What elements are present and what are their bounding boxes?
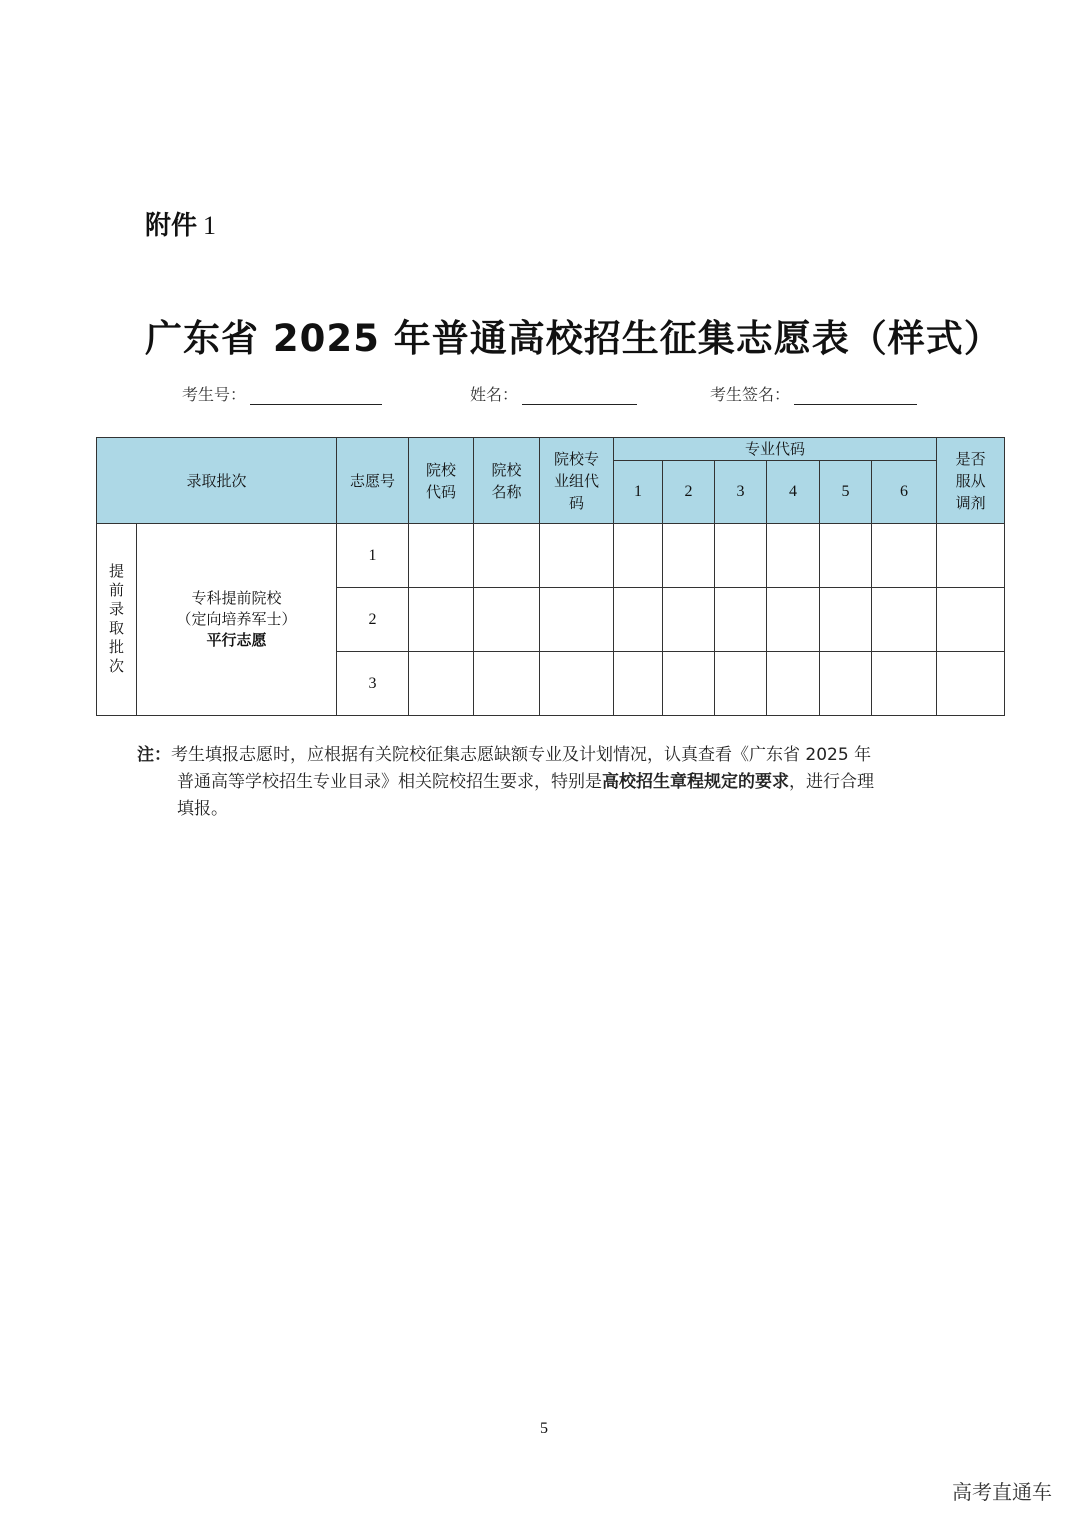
name-label: 姓名：	[470, 385, 519, 404]
application-table	[96, 437, 1005, 716]
input-cell[interactable]	[937, 588, 1005, 652]
batch-desc-line3: 平行志愿	[206, 631, 267, 649]
input-cell[interactable]	[715, 652, 767, 716]
input-cell[interactable]	[614, 588, 663, 652]
choice-number: 3	[337, 652, 409, 716]
major-col-2: 2	[663, 461, 715, 524]
attachment-number: 1	[203, 211, 217, 240]
note-label: 注：	[137, 745, 171, 765]
input-cell[interactable]	[409, 588, 474, 652]
input-cell[interactable]	[614, 652, 663, 716]
input-cell[interactable]	[474, 652, 540, 716]
attachment-label	[145, 205, 216, 242]
input-cell[interactable]	[872, 588, 937, 652]
header-choice-no: 志愿号	[337, 438, 409, 524]
input-cell[interactable]	[409, 652, 474, 716]
exam-number-label: 考生号：	[182, 385, 247, 404]
input-cell[interactable]	[820, 524, 872, 588]
batch-desc-line2: （定向培养军士）	[176, 610, 297, 628]
note-text-2: 普通高等学校招生专业目录》相关院校招生要求，特别是	[177, 772, 602, 792]
attachment-text: 附件	[145, 211, 198, 241]
input-cell[interactable]	[937, 524, 1005, 588]
input-cell[interactable]	[474, 588, 540, 652]
input-cell[interactable]	[663, 652, 715, 716]
note-text-1: 考生填报志愿时，应根据有关院校征集志愿缺额专业及计划情况，认真查看《广东省 2025 年	[171, 745, 872, 765]
note-text-4: 填报。	[177, 799, 228, 819]
input-cell[interactable]	[872, 524, 937, 588]
input-cell[interactable]	[937, 652, 1005, 716]
note-text-3: ，进行合理	[789, 772, 874, 792]
input-cell[interactable]	[663, 588, 715, 652]
input-cell[interactable]	[767, 652, 820, 716]
table-row	[97, 524, 1005, 588]
footnote	[137, 742, 997, 823]
choice-number: 2	[337, 588, 409, 652]
name-line[interactable]	[522, 386, 637, 405]
major-col-1: 1	[614, 461, 663, 524]
input-cell[interactable]	[540, 652, 614, 716]
choice-number: 1	[337, 524, 409, 588]
header-group-code: 院校专业组代码	[540, 438, 614, 524]
signature-line[interactable]	[794, 386, 917, 405]
header-batch: 录取批次	[97, 438, 337, 524]
watermark: 高考直通车	[952, 1480, 1052, 1504]
input-cell[interactable]	[663, 524, 715, 588]
input-cell[interactable]	[540, 588, 614, 652]
input-cell[interactable]	[614, 524, 663, 588]
header-school-name: 院校名称	[474, 438, 540, 524]
input-cell[interactable]	[474, 524, 540, 588]
signature-field[interactable]	[710, 382, 917, 405]
name-field[interactable]	[470, 382, 637, 405]
input-cell[interactable]	[767, 588, 820, 652]
applicant-fields	[0, 382, 1080, 406]
input-cell[interactable]	[767, 524, 820, 588]
input-cell[interactable]	[820, 588, 872, 652]
major-col-3: 3	[715, 461, 767, 524]
note-emphasis: 高校招生章程规定的要求	[602, 772, 789, 792]
header-school-code: 院校代码	[409, 438, 474, 524]
exam-number-field[interactable]	[182, 382, 382, 405]
major-col-6: 6	[872, 461, 937, 524]
batch-name: 提前录取批次	[107, 562, 125, 677]
major-col-4: 4	[767, 461, 820, 524]
header-adjust: 是否服从调剂	[937, 438, 1005, 524]
batch-desc-line1: 专科提前院校	[191, 589, 282, 607]
input-cell[interactable]	[872, 652, 937, 716]
exam-number-line[interactable]	[250, 386, 382, 405]
input-cell[interactable]	[409, 524, 474, 588]
input-cell[interactable]	[715, 524, 767, 588]
signature-label: 考生签名：	[710, 385, 791, 404]
page-number: 5	[540, 1420, 548, 1437]
major-col-5: 5	[820, 461, 872, 524]
header-major-codes: 专业代码	[614, 438, 937, 461]
input-cell[interactable]	[715, 588, 767, 652]
page-title: 广东省 2025 年普通高校招生征集志愿表（样式）	[145, 317, 1002, 360]
batch-name-cell	[97, 524, 137, 716]
input-cell[interactable]	[540, 524, 614, 588]
input-cell[interactable]	[820, 652, 872, 716]
batch-desc-cell	[137, 524, 337, 716]
